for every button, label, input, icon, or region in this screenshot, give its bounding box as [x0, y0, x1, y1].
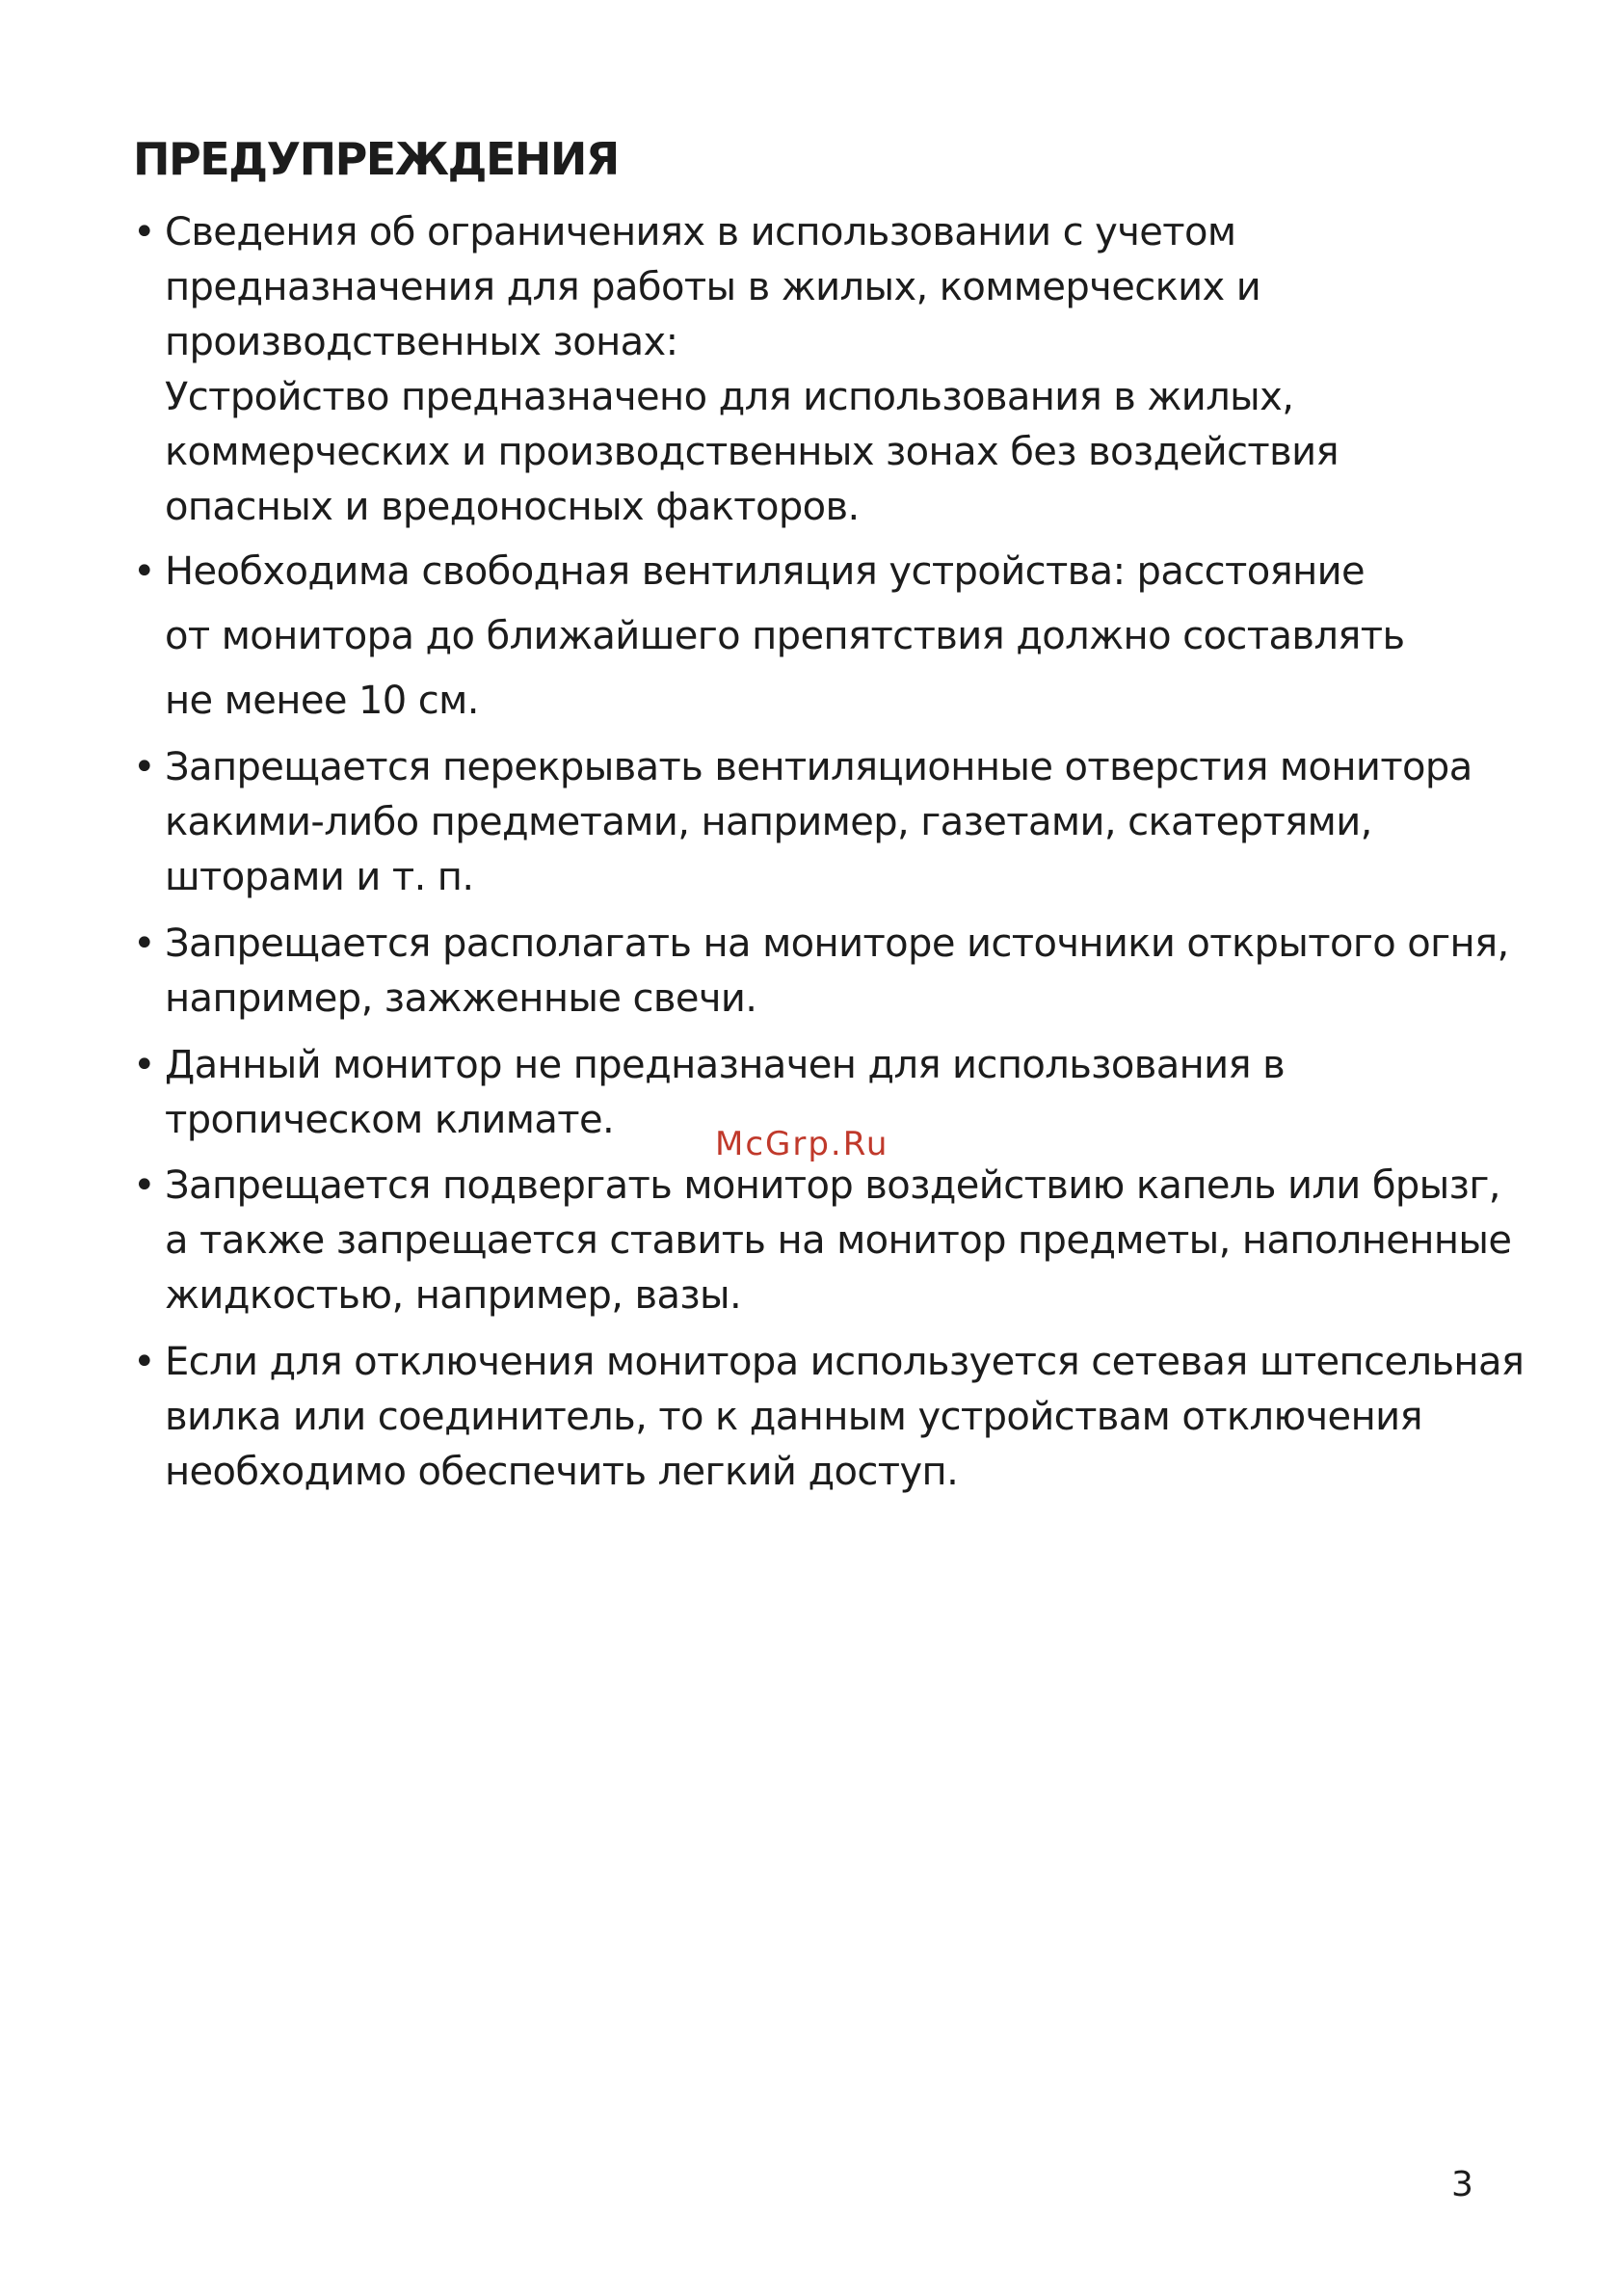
- warning-line: Сведения об ограничениях в использовании с учетом: [165, 210, 1236, 254]
- bullet: •: [133, 549, 156, 594]
- warning-line: Если для отключения монитора используется сетевая штепсельная: [165, 1340, 1525, 1384]
- warning-line: производственных зонах:: [165, 320, 678, 364]
- warning-line: Данный монитор не предназначен для использования в: [165, 1043, 1286, 1087]
- bullet: •: [133, 745, 156, 789]
- page-title: ПРЕДУПРЕЖДЕНИЯ: [133, 133, 619, 185]
- warning-line: а также запрещается ставить на монитор предметы, наполненные: [165, 1218, 1512, 1263]
- warning-line: опасных и вредоносных факторов.: [165, 485, 860, 529]
- warning-line: предназначения для работы в жилых, коммерческих и: [165, 265, 1261, 309]
- watermark: McGrp.Ru: [715, 1125, 889, 1163]
- warning-line: от монитора до ближайшего препятствия должно составлять: [165, 614, 1405, 658]
- warning-line: вилка или соединитель, то к данным устройствам отключения: [165, 1395, 1422, 1439]
- warning-line: жидкостью, например, вазы.: [165, 1273, 742, 1318]
- warning-line: Запрещается перекрывать вентиляционные отверстия монитора: [165, 745, 1472, 789]
- warning-line: например, зажженные свечи.: [165, 976, 757, 1021]
- warning-line: Необходима свободная вентиляция устройства: расстояние: [165, 549, 1366, 594]
- warning-line: Запрещается располагать на мониторе источники открытого огня,: [165, 921, 1509, 966]
- bullet: •: [133, 210, 156, 254]
- warning-line: Запрещается подвергать монитор воздействию капель или брызг,: [165, 1163, 1500, 1208]
- warning-line: тропическом климате.: [165, 1098, 615, 1142]
- bullet: •: [133, 1163, 156, 1208]
- warning-line: шторами и т. п.: [165, 855, 474, 899]
- bullet: •: [133, 921, 156, 966]
- bullet: •: [133, 1043, 156, 1087]
- warning-line: коммерческих и производственных зонах без воздействия: [165, 430, 1339, 474]
- bullet: •: [133, 1340, 156, 1384]
- warning-line: Устройство предназначено для использования в жилых,: [165, 375, 1294, 419]
- warning-line: какими-либо предметами, например, газетами, скатертями,: [165, 800, 1372, 844]
- page-number: 3: [1451, 2165, 1473, 2204]
- warning-line: необходимо обеспечить легкий доступ.: [165, 1450, 959, 1494]
- warning-line: не менее 10 см.: [165, 679, 479, 723]
